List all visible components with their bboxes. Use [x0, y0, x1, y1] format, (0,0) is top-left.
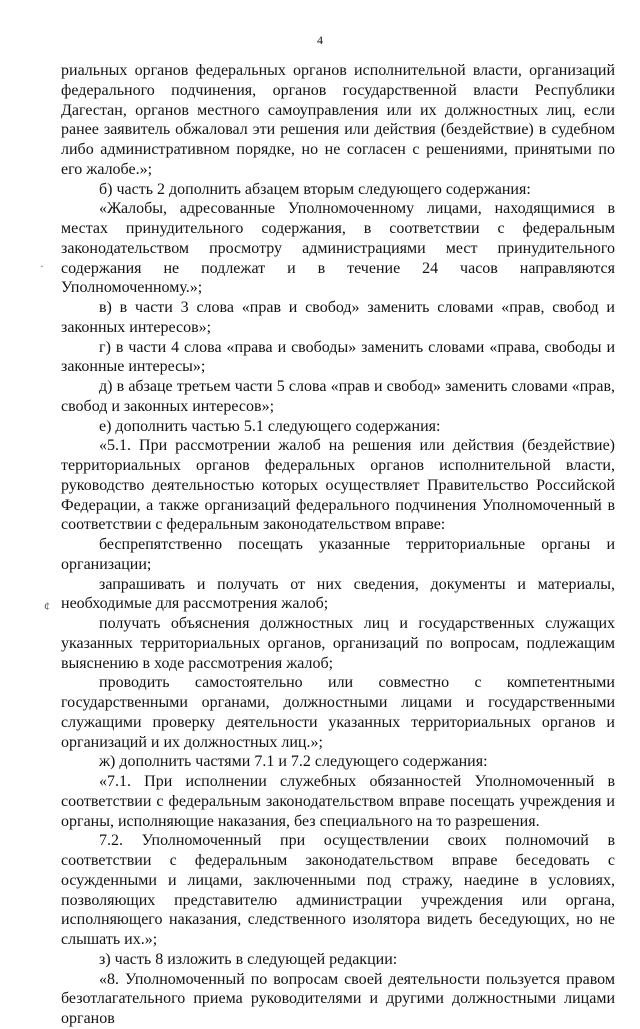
paragraph: з) часть 8 изложить в следующей редакции: [99, 950, 398, 968]
paragraph: «Жалобы, адресованные Уполномоченному лицами, находящимися в местах принудительного содержания, в соответствии с федеральным законодательством просмотру администрациями мест принудительного содержания не подлежат и в течение 24 часов направляются Уполномоченному.»; [61, 200, 615, 297]
paragraph: «7.1. При исполнении служебных обязанностей Уполномоченный в соответствии с федеральным законодательством вправе посещать учреждения и органы, исполняющие наказания, без специального на то разрешения. [61, 773, 615, 830]
paragraph: риальных органов федеральных органов исполнительной власти, организаций федерального подчинения, органов государственной власти Республики Дагестан, органов местного самоуправления или их должностных лиц, если ранее заявитель обжаловал эти решения или действия (бездействие) в судебном либо административном порядке, но не согласен с решениями, принятыми по его жалобе.»; [61, 62, 615, 178]
paragraph: г) в части 4 слова «права и свободы» заменить словами «права, свободы и законные интересы»; [61, 338, 615, 376]
paragraph: ж) дополнить частями 7.1 и 7.2 следующего содержания: [99, 753, 488, 771]
paragraph: беспрепятственно посещать указанные территориальные органы и организации; [61, 536, 615, 573]
paragraph: запрашивать и получать от них сведения, документы и материалы, необходимые для рассмотрения жалоб; [61, 575, 615, 613]
paragraph: получать объяснения должностных лиц и государственных служащих указанных территориальных органов, организаций по вопросам, подлежащим выяснению в ходе рассмотрения жалоб; [61, 615, 615, 672]
paragraph: «5.1. При рассмотрении жалоб на решения или действия (бездействие) территориальных органов федеральных органов исполнительной власти, руководство деятельностью которых осуществляет Правительство Российской Федерации, а также организаций федерального подчинения Уполномоченный в соответствии с федеральным законодательством вправе: [61, 437, 615, 534]
page-number: 4 [317, 33, 323, 47]
paragraph: д) в абзаце третьем части 5 слова «прав и свобод» заменить словами «прав, свобод и законных интересов»; [61, 378, 615, 415]
scan-speck: ¢ [44, 599, 50, 613]
paragraph: 7.2. Уполномоченный при осуществлении своих полномочий в соответствии с федеральным законодательством вправе беседовать с осужденными и лицами, заключенными под стражу, наедине в условиях, позволяющих представителю администрации учреждения или органа, исполняющего наказания, следственного изолятора видеть беседующих, но не слышать их.»; [61, 832, 615, 948]
paragraph: б) часть 2 дополнить абзацем вторым следующего содержания: [99, 180, 531, 198]
paragraph: е) дополнить частью 5.1 следующего содержания: [99, 417, 441, 435]
paragraph: «8. Уполномоченный по вопросам своей деятельности пользуется правом безотлагательного приема руководителями и другими должностными лицами органов [61, 970, 615, 1027]
document-body [61, 61, 615, 1029]
paragraph: в) в части 3 слова «прав и свобод» заменить словами «прав, свобод и законных интересов»; [61, 299, 615, 336]
scan-speck: · [40, 259, 44, 273]
paragraph: проводить самостоятельно или совместно с компетентными государственными органами, должностными лицами и государственными служащими проверку деятельности указанных территориальных органов и организаций и их должностных лиц.»; [61, 674, 615, 751]
